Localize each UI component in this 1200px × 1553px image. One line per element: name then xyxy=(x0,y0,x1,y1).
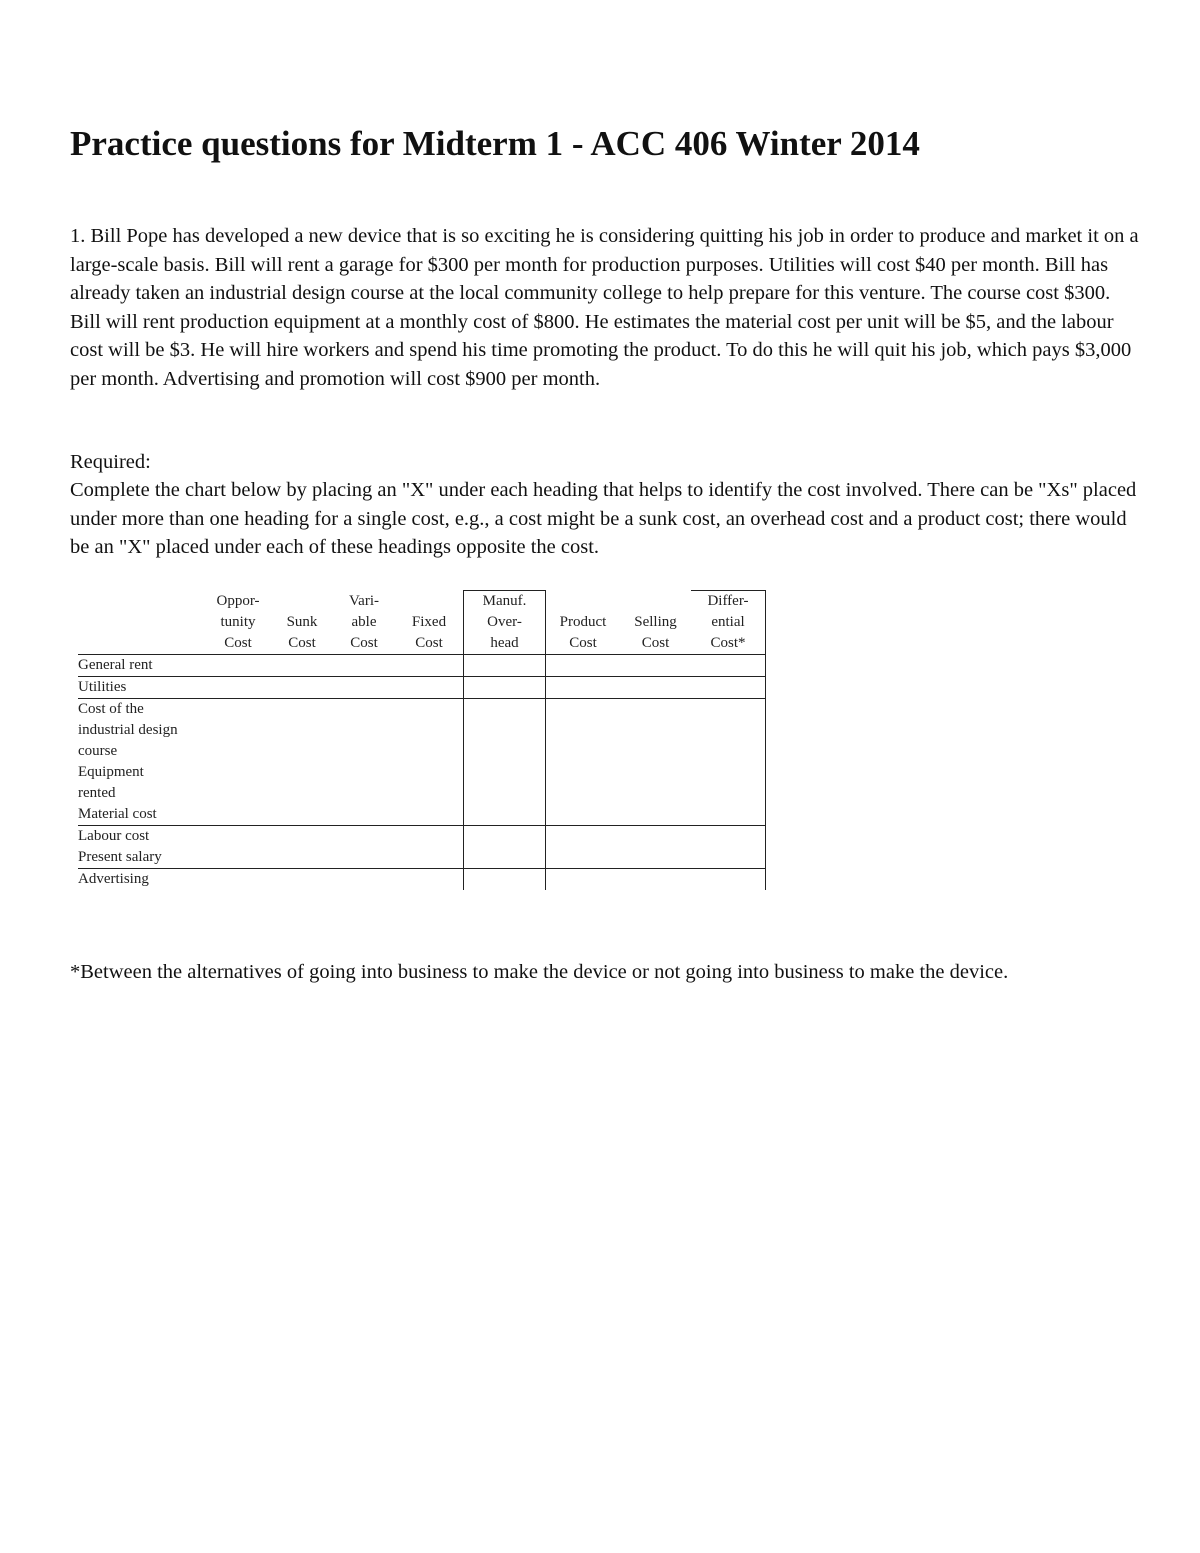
table-row xyxy=(78,847,766,869)
table-row xyxy=(78,826,766,848)
footnote: *Between the alternatives of going into business to make the device or not going into business to make the device. xyxy=(70,961,1009,983)
table-row xyxy=(78,762,766,804)
cost-classification-table xyxy=(78,590,766,890)
row-label-header xyxy=(78,591,205,655)
row-label: Material cost xyxy=(78,806,157,822)
row-label: Advertising xyxy=(78,869,205,891)
header-selling-cost: Selling Cost xyxy=(634,614,677,651)
table-row xyxy=(78,804,766,826)
row-label: Present salary xyxy=(78,849,162,865)
row-label: Equipment rented xyxy=(78,764,144,801)
header-product-cost: Product Cost xyxy=(559,614,607,651)
page-title: Practice questions for Midterm 1 - ACC 406 Winter 2014 xyxy=(70,124,920,163)
row-label: General rent xyxy=(78,655,205,677)
required-label: Required: xyxy=(70,451,151,473)
table-row xyxy=(78,677,766,699)
question-text: 1. Bill Pope has developed a new device that is so exciting he is considering quitting his job in order to produce and market it on a large-scale basis. Bill will rent a garage for $300 per month for production purposes. Utilities will cost $40 per month. Bill has already taken an industrial design course at the local community college to help prepare for this venture. The course cost $300. Bill will rent production equipment at a monthly cost of $800. He estimates the material cost per unit will be $5, and the labour cost will be $3. He will hire workers and spend his time promoting the product. To do this he will quit his job, which pays $3,000 per month. Advertising and promotion will cost $900 per month. xyxy=(70,225,1139,390)
header-opportunity-cost: Oppor- tunity Cost xyxy=(216,593,260,651)
required-instructions: Complete the chart below by placing an "X" under each heading that helps to identify the cost involved. There can be "Xs" placed under more than one heading for a single cost, e.g., a cost might be a sunk cost, an overhead cost and a product cost; there would be an "X" placed under each of these headings opposite the cost. xyxy=(70,479,1137,558)
table-row xyxy=(78,869,766,891)
table-row xyxy=(78,655,766,677)
header-variable-cost: Vari- able Cost xyxy=(349,593,379,651)
table-header-row xyxy=(78,591,766,655)
table-row xyxy=(78,699,766,763)
header-sunk-cost: Sunk Cost xyxy=(286,614,318,651)
header-differential-cost: Differ- ential Cost* xyxy=(691,591,766,655)
header-manufacturing-overhead: Manuf. Over- head xyxy=(464,591,546,655)
row-label: Labour cost xyxy=(78,826,205,848)
row-label: Cost of the industrial design course xyxy=(78,699,205,763)
header-fixed-cost: Fixed Cost xyxy=(411,614,447,651)
row-label: Utilities xyxy=(78,677,205,699)
